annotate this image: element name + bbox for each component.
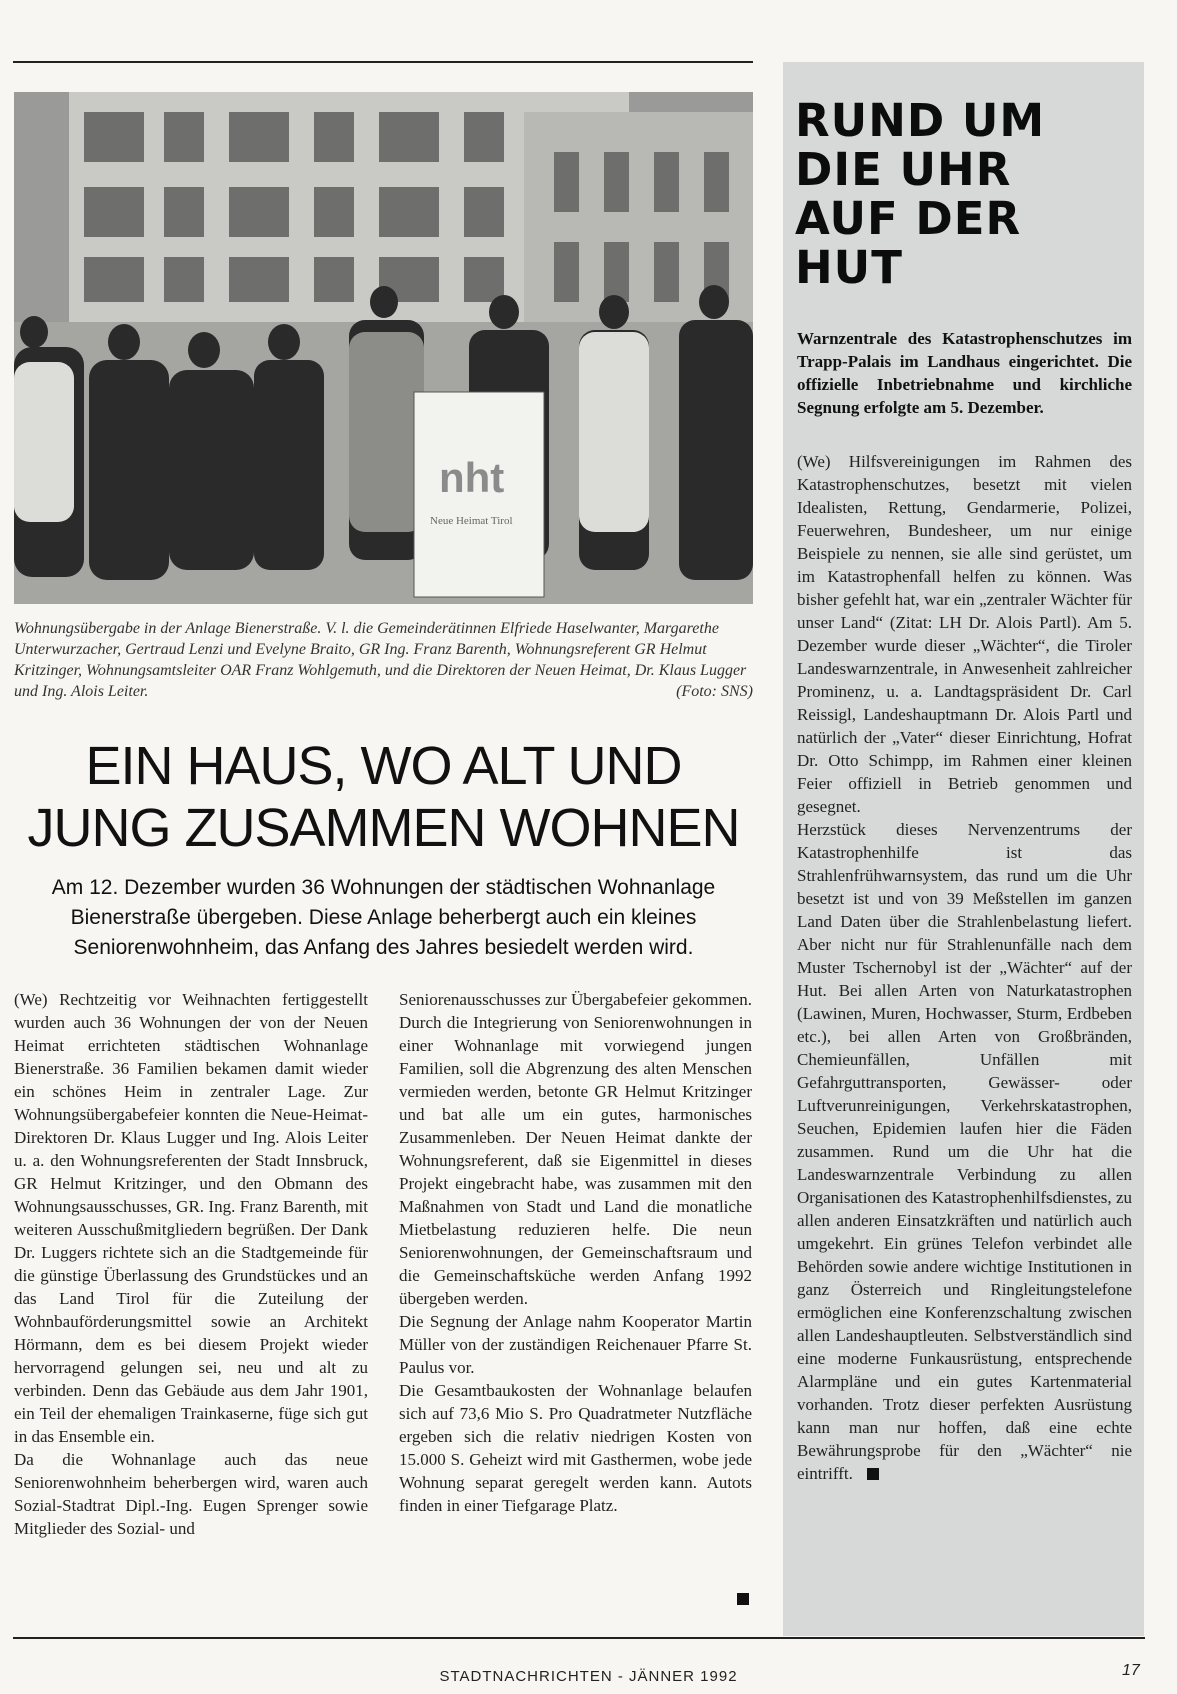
- paragraph: Die Segnung der Anlage nahm Kooperator Martin Müller von der zuständigen Reichenauer Pfarre St. Paulus vor.: [399, 1312, 752, 1377]
- paragraph: Die Gesamtbaukosten der Wohnanlage belaufen sich auf 73,6 Mio S. Pro Quadratmeter Nutzfläche ergeben sich die relativ niedrigen Kosten von 15.000 S. Geheizt wird mit Gasthermen, wobe jede Wohnung separat geregelt werden kann. Autots finden in einer Tiefgarage Platz.: [399, 1381, 752, 1515]
- svg-text:Neue Heimat Tirol: Neue Heimat Tirol: [430, 515, 513, 527]
- sidebar-end-mark: [867, 1468, 879, 1480]
- article-subhead: Am 12. Dezember wurden 36 Wohnungen der städtischen Wohnanlage Bienerstraße übergeben. Diese Anlage beherbergt auch ein kleines Seniorenwohnheim, das Anfang des Jahres besiedelt werden wird.: [51, 876, 716, 959]
- headline-line-1: EIN HAUS, WO ALT UND: [85, 736, 682, 796]
- sidebar-title-line: AUF DER: [795, 192, 1022, 245]
- sidebar-box: [783, 62, 1144, 1636]
- paragraph: Da die Wohnanlage auch das neue Seniorenwohnheim beherbergen wird, waren auch Sozial-Stadtrat Dipl.-Ing. Eugen Sprenger sowie Mitglieder des Sozial- und: [14, 1450, 368, 1538]
- article-column-2: [399, 988, 752, 1517]
- paragraph: [797, 818, 1132, 1485]
- top-rule: [13, 61, 753, 63]
- paragraph-text: Herzstück dieses Nervenzentrums der Katastrophenhilfe ist das Strahlenfrühwarnsystem, das rund um die Uhr besetzt ist und von 39 Meßstellen im ganzen Land Daten über die Strahlenbelastung liefert. Aber nicht nur für Strahlenunfälle nach dem Muster Tschernobyl ist der „Wächter“ auf der Hut. Bei allen Arten von Naturkatastrophen (Lawinen, Muren, Hochwasser, Sturm, Erdbeben etc.), bei allen Arten von Großbränden, Chemieunfällen, Unfällen mit Gefahrguttransporten, Gewässer- oder Luftverunreinigungen, Verkehrskatastrophen, Seuchen, Epidemien laufen hier die Fäden zusammen. Rund um die Uhr hat die Landeswarnzentrale Verbindung zu allen Organisationen des Katastrophenhilfsdienstes, zu allen anderen Einsatzkräften und natürlich auch umgekehrt. Ein grünes Telefon verbindet alle Behörden sowie andere wichtige Institutionen in ganz Österreich und Ringleitungstelefone ermöglichen eine Konferenzschaltung zwischen allen Landeshauptleuten. Selbstverständlich sind eine moderne Funkausrüstung, entsprechende Alarmpläne und ein gutes Kartenmaterial vorhanden. Trotz dieser perfekten Ausrüstung kann man nur hoffen, daß eine echte Bewährungsprobe für den „Wächter“ nie eintrifft.: [797, 820, 1132, 1483]
- sidebar-title: [795, 96, 1135, 292]
- caption-text: Wohnungsübergabe in der Anlage Bienerstraße. V. l. die Gemeinderätinnen Elfriede Haselwanter, Margarethe Unterwurzacher, Gertraud Lenzi und Evelyne Braito, GR Ing. Franz Barenth, Wohnungsreferent GR Helmut Kritzinger, Wohnungsamtsleiter OAR Franz Wohlgemuth, und die Direktoren der Neuen Heimat, Dr. Klaus Lugger und Ing. Alois Leiter.: [14, 620, 747, 700]
- sidebar-title-line: RUND UM: [795, 94, 1046, 147]
- paragraph: Seniorenausschusses zur Übergabefeier gekommen. Durch die Integrierung von Seniorenwohnungen in einer Wohnanlage mit vorwiegend jungen Familien, soll die Abgrenzung des alten Menschen vermieden werden, betonte GR Helmut Kritzinger und bat alle um ein gutes, harmonisches Zusammenleben. Der Neuen Heimat dankte der Wohnungsreferent, daß sie Eigenmittel in dieses Projekt eingebracht habe, was zusammen mit den Maßnahmen von Stadt und Land die monatliche Mietbelastung reduzieren helfe. Die neun Seniorenwohnungen, der Gemeinschaftsraum und die Gemeinschaftsküche werden Anfang 1992 übergeben werden.: [399, 990, 752, 1308]
- photo-caption: [14, 618, 753, 702]
- article-end-mark: [737, 1593, 749, 1605]
- article-column-1: [14, 988, 368, 1540]
- paragraph: (We) Hilfsvereinigungen im Rahmen des Katastrophenschutzes, besetzt mit vielen Idealisten, Rettung, Gendarmerie, Polizei, Feuerwehren, Bundesheer, um nur einige Beispiele zu nennen, sie alle sind gerüstet, um im Katastrophenfall helfen zu können. Was bisher gefehlt hat, war ein „zentraler Wächter für unser Land“ (Zitat: LH Dr. Alois Partl). Am 5. Dezember wurde dieser „Wächter“, die Tiroler Landeswarnzentrale, in Anwesenheit zahlreicher Prominenz, u. a. Landtagspräsident Dr. Carl Reissigl, Landeshauptmann Dr. Alois Partl und natürlich der „Vater“ dieser Einrichtung, Hofrat Dr. Otto Schimpp, im Rahmen einer kleinen Feier offiziell in Betrieb genommen und gesegnet.: [797, 452, 1132, 816]
- page-number: 17: [1122, 1662, 1140, 1679]
- footer-publication: STADTNACHRICHTEN - JÄNNER 1992: [439, 1668, 738, 1685]
- svg-text:nht: nht: [439, 454, 505, 501]
- article-photo: [14, 92, 753, 604]
- headline-line-2: JUNG ZUSAMMEN WOHNEN: [27, 798, 740, 858]
- article-headline: [14, 735, 753, 859]
- sidebar-body: [797, 450, 1132, 1485]
- paragraph: (We) Rechtzeitig vor Weihnachten fertiggestellt wurden auch 36 Wohnungen der von der Neuen Heimat errichteten städtischen Wohnanlage Bienerstraße. 36 Familien bekamen damit wieder ein schönes Heim in zentraler Lage. Zur Wohnungsübergabefeier konnten die Neue-Heimat-Direktoren Dr. Klaus Lugger und Ing. Alois Leiter u. a. den Wohnungsreferenten der Stadt Innsbruck, GR Helmut Kritzinger, und den Obmann des Wohnungsausschusses, GR. Ing. Franz Barenth, mit weiteren Ausschußmitgliedern begrüßen. Der Dank Dr. Luggers richtete sich an die Stadtgemeinde für die günstige Überlassung des Grundstückes und an das Land Tirol für die Zuteilung der Wohnbauförderungsmittel sowie an Architekt Hörmann, dem es bei diesem Projekt wieder hervorragend gelungen sei, neu und alt zu verbinden. Denn das Gebäude aus dem Jahr 1901, ein Teil der ehemaligen Trainkaserne, füge sich gut in das Ensemble ein.: [14, 990, 368, 1446]
- sidebar-title-line: DIE UHR: [795, 143, 1012, 196]
- bottom-rule: [13, 1637, 1145, 1639]
- sidebar-lead: Warnzentrale des Katastrophenschutzes im Trapp-Palais im Landhaus eingerichtet. Die offizielle Inbetriebnahme und kirchliche Segnung erfolgte am 5. Dezember.: [797, 329, 1132, 417]
- sidebar-title-line: HUT: [795, 241, 903, 294]
- photo-credit: (Foto: SNS): [676, 683, 753, 700]
